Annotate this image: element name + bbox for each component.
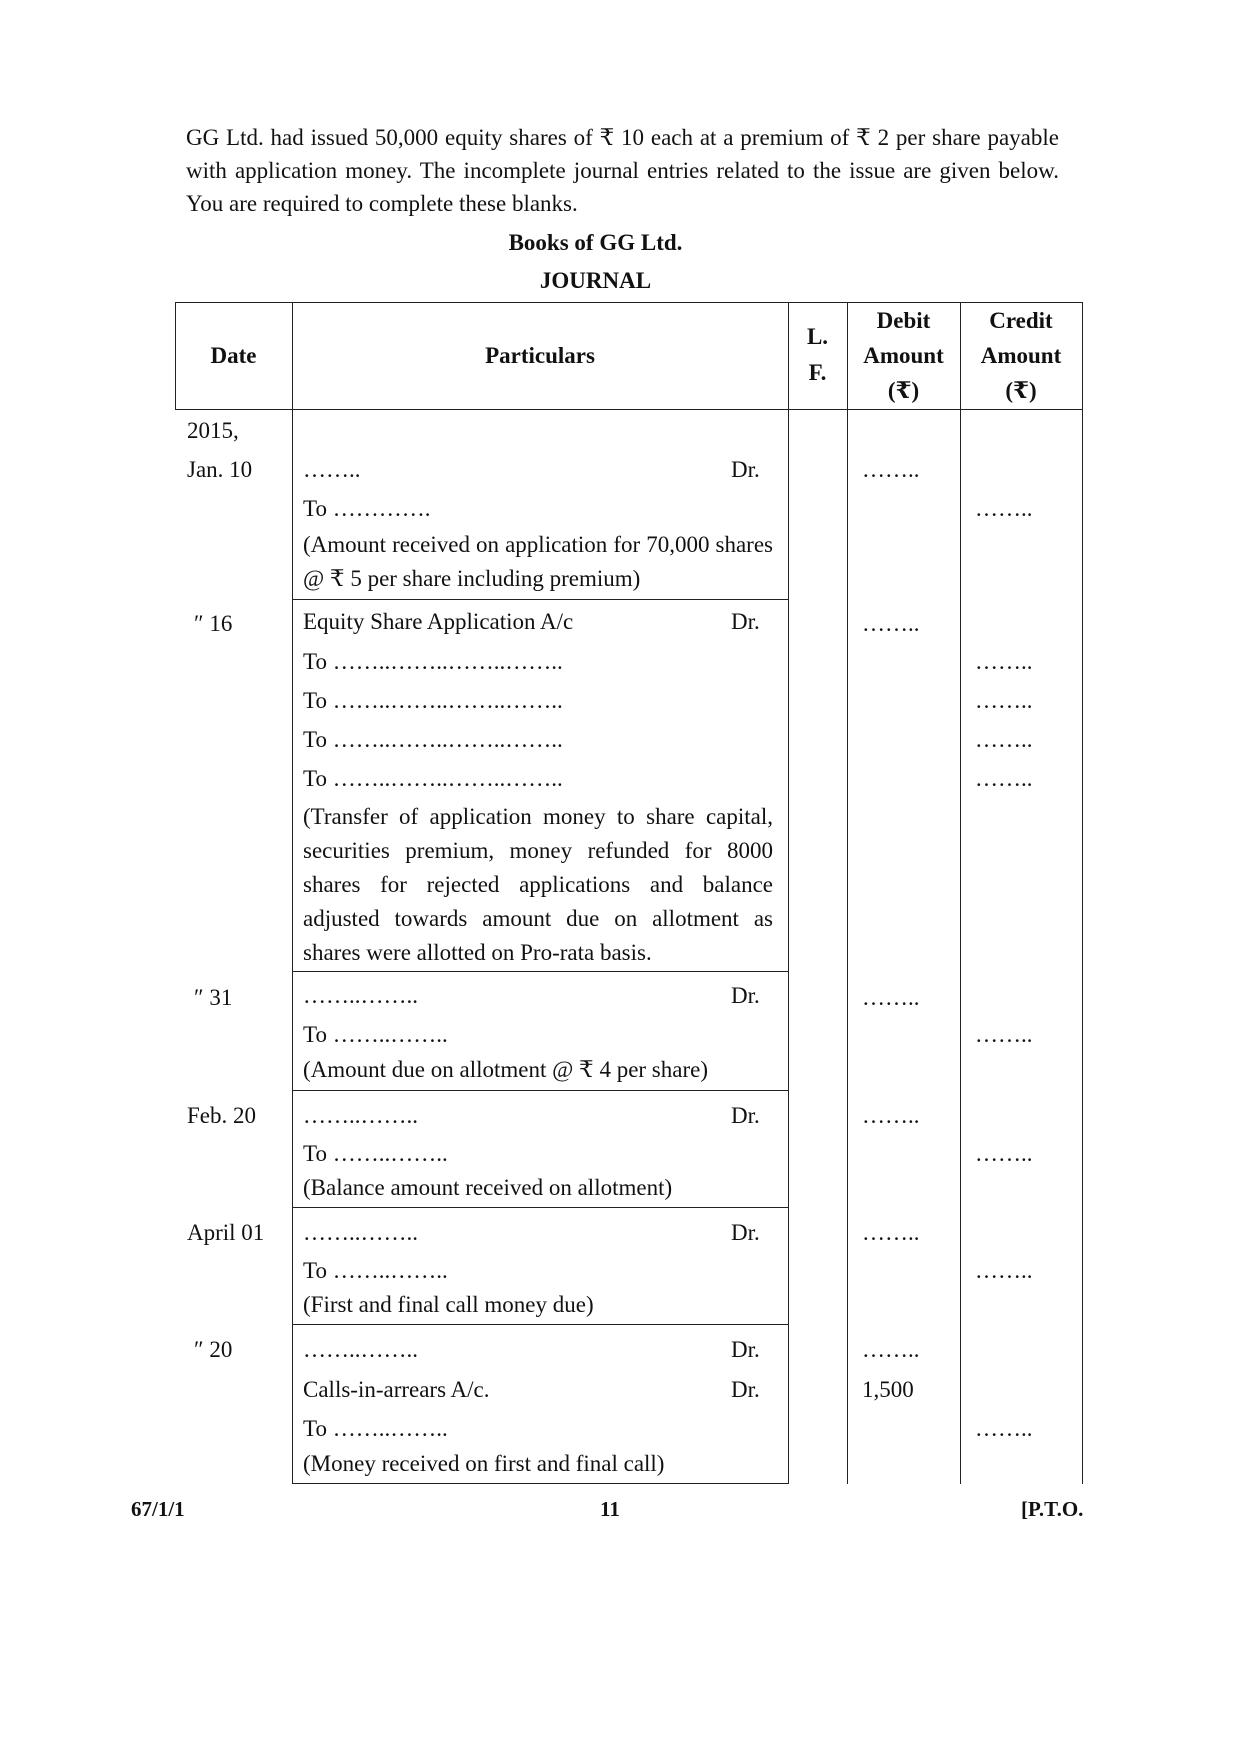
entry-1-debit-account: …….. (303, 457, 361, 482)
entry-6-credit-amount: …….. (975, 1416, 1033, 1441)
entry-2-credit-account-1: To ……..……..……..…….. (303, 649, 563, 674)
entry-2-dr: Dr. (731, 609, 760, 634)
entry-6-second-debit-amount: 1,500 (862, 1377, 914, 1402)
entry-3-credit-amount: …….. (975, 1022, 1033, 1047)
entry-4-date: Feb. 20 (187, 1103, 256, 1128)
entry-4-credit-amount: …….. (975, 1141, 1033, 1166)
entry-1-year: 2015, (187, 418, 239, 443)
entry-3-debit-account: ……..…….. (303, 983, 418, 1008)
entry-2-credit-amount-4: …….. (975, 766, 1033, 791)
entry-3-credit-account: To ……..…….. (303, 1022, 448, 1047)
header-debit-2: Amount (863, 343, 944, 368)
entry-6-date: ″ 20 (194, 1337, 233, 1362)
entry-2-debit-amount: …….. (862, 611, 920, 636)
entry-5-credit-account: To ……..…….. (303, 1258, 448, 1283)
entry-4-narration: (Balance amount received on allotment) (303, 1175, 673, 1200)
entry-4-debit-account: ……..…….. (303, 1103, 418, 1128)
entry-1-debit-amount: …….. (862, 457, 920, 482)
header-credit-3: (₹) (1005, 378, 1037, 403)
header-credit-2: Amount (980, 343, 1062, 368)
footer-page-number: 11 (600, 1497, 620, 1521)
header-debit-1: Debit (876, 308, 931, 333)
entry-4-credit-account: To ……..…….. (303, 1141, 448, 1166)
journal-title: JOURNAL (539, 268, 652, 293)
header-date: Date (210, 343, 257, 368)
entry-5-narration: (First and final call money due) (303, 1292, 594, 1317)
entry-2-credit-account-3: To ……..……..……..…….. (303, 727, 563, 752)
entry-4-dr: Dr. (731, 1103, 760, 1128)
header-lf-1: L. (806, 324, 829, 349)
entry-3-debit-amount: …….. (862, 985, 920, 1010)
entry-4-debit-amount: …….. (862, 1103, 920, 1128)
header-particulars: Particulars (485, 343, 595, 368)
footer-code: 67/1/1 (131, 1497, 185, 1521)
entry-5-credit-amount: …….. (975, 1258, 1033, 1283)
question-text: GG Ltd. had issued 50,000 equity shares of ₹ 10 each at a premium of ₹ 2 per share payable with application money. The incomplete journal entries related to the issue are given below. You are required to complete these blanks. (186, 125, 1059, 216)
header-lf-2: F. (808, 360, 827, 385)
entry-2-credit-amount-2: …….. (975, 688, 1033, 713)
entry-3-date: ″ 31 (194, 985, 233, 1010)
header-debit-3: (₹) (887, 378, 920, 403)
journal-table (175, 302, 1083, 1484)
books-title: Books of GG Ltd. (508, 230, 683, 255)
entry-6-second-debit-account: Calls-in-arrears A/c. (303, 1377, 490, 1402)
entry-6-dr: Dr. (731, 1337, 760, 1362)
entry-5-dr: Dr. (731, 1220, 760, 1245)
entry-6-debit-account: ……..…….. (303, 1337, 418, 1362)
entry-3-narration: (Amount due on allotment @ ₹ 4 per share) (303, 1057, 708, 1082)
entry-6-second-dr: Dr. (731, 1377, 760, 1402)
entry-2-debit-account: Equity Share Application A/c (303, 609, 574, 634)
entry-6-narration: (Money received on first and final call) (303, 1451, 665, 1476)
entry-1-credit-amount: …….. (975, 496, 1033, 521)
entry-6-debit-amount: …….. (862, 1337, 920, 1362)
entry-5-date: April 01 (187, 1220, 265, 1245)
entry-2-credit-account-2: To ……..……..……..…….. (303, 688, 563, 713)
entry-5-debit-amount: …….. (862, 1220, 920, 1245)
header-credit-1: Credit (989, 308, 1053, 333)
entry-2-credit-amount-1: …….. (975, 649, 1033, 674)
entry-1-credit-account: To …………. (303, 496, 431, 521)
footer-pto: [P.T.O. (1021, 1497, 1084, 1521)
entry-6-credit-account: To ……..…….. (303, 1416, 448, 1441)
entry-2-narration: (Transfer of application money to share capital, securities premium, money refunded for 8000 shares for rejected applications and balance adjusted towards amount due on allotment as shares were allotted on Pro-rata basis. (303, 804, 773, 965)
entry-3-dr: Dr. (731, 983, 760, 1008)
entry-1-narration: (Amount received on application for 70,000 shares @ ₹ 5 per share including premium) (303, 532, 773, 591)
entry-2-credit-account-4: To ……..……..……..…….. (303, 766, 563, 791)
entry-5-debit-account: ……..…….. (303, 1220, 418, 1245)
entry-2-credit-amount-3: …….. (975, 727, 1033, 752)
entry-2-date: ″ 16 (194, 611, 233, 636)
entry-1-dr: Dr. (731, 457, 760, 482)
entry-1-date: Jan. 10 (187, 457, 253, 482)
